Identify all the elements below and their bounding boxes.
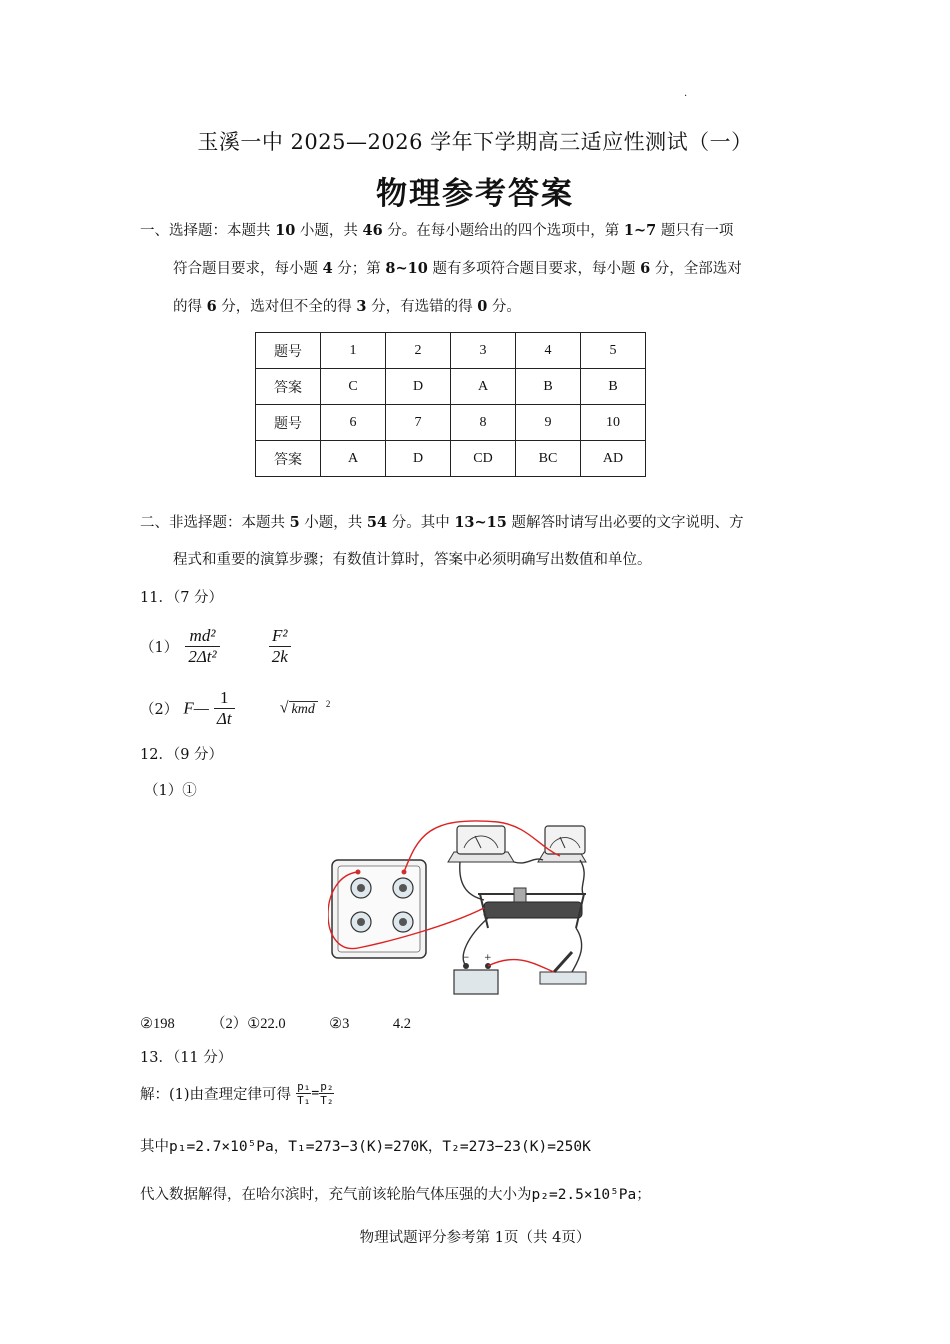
table-cell: 2 bbox=[386, 333, 451, 369]
section1-line1: 一、选择题：本题共 10 小题，共 46 分。在每小题给出的四个选项中，第 1~7 题只有一项 bbox=[140, 222, 734, 239]
exam-title: 玉溪一中 2025—2026 学年下学期高三适应性测试（一） bbox=[197, 130, 753, 154]
answer-title: 物理参考答案 bbox=[376, 176, 574, 212]
q13-header: 13．（11 分） bbox=[140, 1050, 233, 1066]
section2-instructions bbox=[140, 504, 820, 579]
table-cell: 4 bbox=[516, 333, 581, 369]
table-cell: D bbox=[386, 441, 451, 477]
table-row bbox=[256, 369, 646, 405]
sqrt-icon: √ bbox=[279, 699, 289, 717]
q13-fraction-left: $\frac{\text{p₁}}{\text{T₁}}$ bbox=[297, 1080, 311, 1107]
ammeter-right bbox=[538, 826, 586, 862]
ammeter-left bbox=[448, 826, 514, 862]
q11-part2-fraction: $\frac{1}{\Delta t}$ bbox=[214, 688, 235, 729]
q11-part2-sqrt: √ kmd $^2$ bbox=[279, 699, 331, 717]
table-cell: D bbox=[386, 369, 451, 405]
q13-fraction-right: $\frac{\text{p₂}}{\text{T₂}}$ bbox=[320, 1080, 334, 1107]
section1-line3: 的得 6 分，选对但不全的得 3 分，有选错的得 0 分。 bbox=[173, 298, 521, 315]
table-cell: 7 bbox=[386, 405, 451, 441]
table-row bbox=[256, 405, 646, 441]
table-cell: 题号 bbox=[256, 405, 321, 441]
q13-line2: 其中p₁=2.7×10⁵Pa，T₁=273−3(K)=270K，T₂=273−23(K)=250K bbox=[140, 1139, 591, 1155]
q11-part1-label: （1） bbox=[140, 640, 179, 656]
table-cell: 10 bbox=[581, 405, 646, 441]
table-row bbox=[256, 333, 646, 369]
section1-instructions bbox=[140, 212, 820, 326]
table-cell: 9 bbox=[516, 405, 581, 441]
battery bbox=[454, 953, 498, 994]
circuit-diagram bbox=[328, 816, 592, 1000]
table-cell: 8 bbox=[451, 405, 516, 441]
q12-part1-label: （1）① bbox=[144, 783, 197, 799]
table-row bbox=[256, 441, 646, 477]
q11-part1-fraction-a: $\frac{\text{md²}}{\text{2Δt²}}$ bbox=[185, 626, 219, 667]
table-cell: B bbox=[516, 369, 581, 405]
table-cell: C bbox=[321, 369, 386, 405]
q12-header: 12．（9 分） bbox=[140, 747, 224, 763]
table-cell: 题号 bbox=[256, 333, 321, 369]
svg-text:+: + bbox=[484, 953, 492, 963]
q11-part2 bbox=[140, 688, 330, 729]
page-footer: 物理试题评分参考第 1页（共 4页） bbox=[359, 1230, 591, 1246]
table-cell: 答案 bbox=[256, 441, 321, 477]
q12-answers: ②198 （2）①22.0 ②3 4.2 bbox=[140, 1016, 411, 1032]
section2-line1: 二、非选择题：本题共 5 小题，共 54 分。其中 13~15 题解答时请写出必要的文字说明、方 bbox=[140, 514, 744, 531]
q11-header: 11．（7 分） bbox=[140, 590, 224, 606]
table-cell: A bbox=[451, 369, 516, 405]
table-cell: 1 bbox=[321, 333, 386, 369]
table-cell: A bbox=[321, 441, 386, 477]
table-cell: CD bbox=[451, 441, 516, 477]
q13-line3: 代入数据解得，在哈尔滨时，充气前该轮胎气体压强的大小为p₂=2.5×10⁵Pa； bbox=[140, 1187, 651, 1203]
table-cell: AD bbox=[581, 441, 646, 477]
table-cell: 5 bbox=[581, 333, 646, 369]
section1-line2: 符合题目要求，每小题 4 分；第 8~10 题有多项符合题目要求，每小题 6 分，全部选对 bbox=[173, 260, 742, 277]
answer-table bbox=[255, 332, 646, 477]
table-cell: 6 bbox=[321, 405, 386, 441]
table-cell: B bbox=[581, 369, 646, 405]
page-mark: . bbox=[684, 88, 688, 99]
q11-part1-fraction-b: $\frac{\text{F²}}{2k}$ bbox=[269, 626, 291, 667]
q11-part2-label: （2） bbox=[140, 702, 179, 718]
section2-line2: 程式和重要的演算步骤；有数值计算时，答案中必须明确写出数值和单位。 bbox=[173, 552, 652, 568]
q11-part1 bbox=[140, 626, 291, 667]
rheostat bbox=[478, 888, 586, 928]
svg-text:−: − bbox=[462, 953, 470, 963]
table-cell: BC bbox=[516, 441, 581, 477]
q11-part2-expr: F— bbox=[183, 698, 209, 718]
table-cell: 3 bbox=[451, 333, 516, 369]
q13-line1: 解：(1)由查理定律可得 $\frac{\text{p₁}}{\text{T₁}}$ = $\frac{\text{p₂}}{\text{T₂}}$ bbox=[140, 1080, 334, 1107]
table-cell: 答案 bbox=[256, 369, 321, 405]
